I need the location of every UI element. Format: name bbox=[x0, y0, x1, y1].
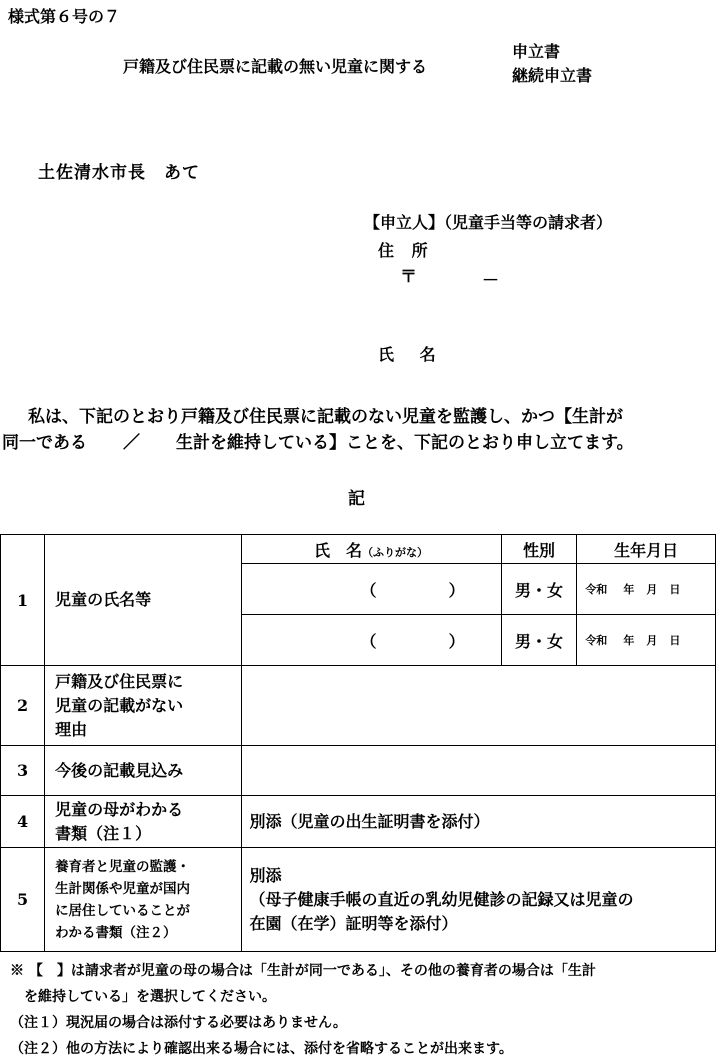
postal-mark: 〒 bbox=[400, 267, 417, 287]
form-number: 様式第６号の７ bbox=[8, 7, 121, 26]
note-line: （注２）他の方法により確認出来る場合には、添付を省略することが出来ます。 bbox=[10, 1041, 513, 1057]
option-maintaining-livelihood[interactable]: 生計を維持している】ことを、下記のとおり申し立てます。 bbox=[176, 433, 634, 453]
option-same-household[interactable]: 同一である bbox=[2, 433, 87, 453]
mother-document-content: 別添（児童の出生証明書を添付） bbox=[241, 796, 715, 848]
row-label-child-name: 児童の氏名等 bbox=[45, 535, 241, 666]
row-number: 4 bbox=[1, 796, 45, 848]
document-type-options bbox=[512, 40, 592, 88]
applicant-name-label: 氏 名 bbox=[378, 345, 446, 364]
row-number: 5 bbox=[1, 848, 45, 952]
addressee: 土佐清水市長 あて bbox=[38, 163, 200, 183]
header-sex: 性別 bbox=[501, 535, 577, 564]
child-dob-field[interactable]: 令和 年 月 日 bbox=[577, 615, 716, 666]
doc-type-continuation[interactable]: 継続申立書 bbox=[512, 66, 593, 85]
row-number: 1 bbox=[1, 535, 45, 666]
details-table bbox=[0, 534, 716, 952]
child-name-field[interactable]: （ ） bbox=[241, 615, 501, 666]
doc-type-application[interactable]: 申立書 bbox=[512, 42, 561, 61]
child-sex-field[interactable]: 男・女 bbox=[501, 615, 577, 666]
row-number: 2 bbox=[1, 666, 45, 746]
statement-line-1: 私は、下記のとおり戸籍及び住民票に記載のない児童を監護し、かつ【生計が bbox=[28, 407, 623, 427]
child-dob-field[interactable]: 令和 年 月 日 bbox=[577, 564, 716, 615]
row-number: 3 bbox=[1, 746, 45, 796]
row-label-guardian-document: 養育者と児童の監護・ 生計関係や児童が国内 に居住していることが わかる書類（注２） bbox=[45, 848, 241, 952]
child-sex-field[interactable]: 男・女 bbox=[501, 564, 577, 615]
address-label: 住 所 bbox=[378, 241, 434, 260]
note-line: を維持している」を選択してください。 bbox=[24, 989, 276, 1005]
applicant-label: 【申立人】（児童手当等の請求者） bbox=[364, 213, 613, 232]
row-label-mother-document: 児童の母がわかる 書類（注１） bbox=[45, 796, 241, 848]
note-line: ※ 【 】は請求者が児童の母の場合は「生計が同一である」、その他の養育者の場合は「生計 bbox=[10, 963, 596, 979]
child-name-field[interactable]: （ ） bbox=[241, 564, 501, 615]
document-title: 戸籍及び住民票に記載の無い児童に関する bbox=[123, 57, 428, 76]
note-line: （注１）現況届の場合は添付する必要はありません。 bbox=[10, 1015, 347, 1031]
option-separator: ／ bbox=[123, 433, 140, 453]
header-name: 氏 名（ふりがな） bbox=[241, 535, 501, 564]
declaration-statement bbox=[0, 404, 716, 456]
row-label-no-record-reason: 戸籍及び住民票に 児童の記載がない 理由 bbox=[45, 666, 241, 746]
no-record-reason-field[interactable] bbox=[241, 666, 715, 746]
row-label-future-record: 今後の記載見込み bbox=[45, 746, 241, 796]
guardian-document-content: 別添 （母子健康手帳の直近の乳幼児健診の記録又は児童の 在園（在学）証明等を添付） bbox=[241, 848, 715, 952]
postal-dash: － bbox=[482, 271, 499, 291]
statement-line-2 bbox=[0, 430, 716, 456]
notes bbox=[10, 958, 710, 1062]
ki-heading: 記 bbox=[348, 489, 365, 509]
future-record-field[interactable] bbox=[241, 746, 715, 796]
header-dob: 生年月日 bbox=[577, 535, 716, 564]
